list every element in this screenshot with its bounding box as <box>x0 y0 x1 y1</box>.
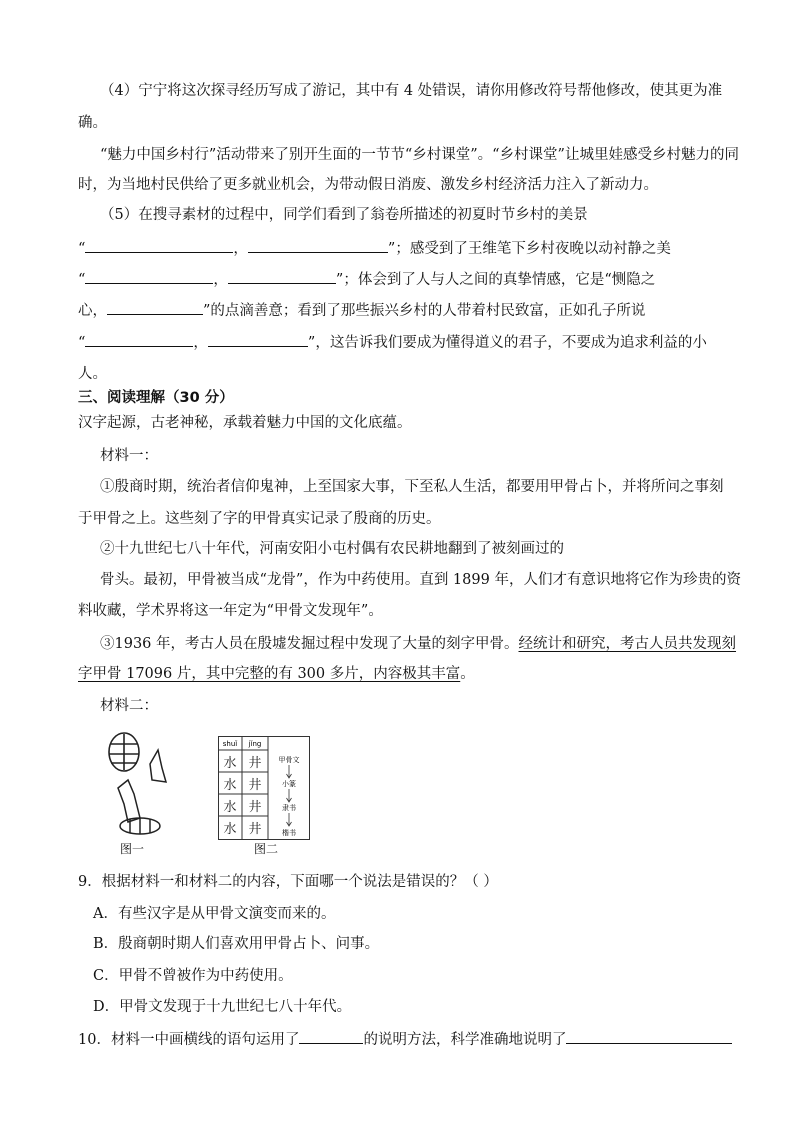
bone-fragment-icon <box>118 780 140 822</box>
q5-line3: “ ， ”；体会到了人与人之间的真挚情感，它是“恻隐之 <box>78 269 655 290</box>
answer-blank[interactable] <box>85 269 213 284</box>
paragraph-1-line1: ①殷商时期，统治者信仰鬼神，上至国家大事，下至私人生活，都要用甲骨占卜，并将所问之事刻 <box>100 479 724 495</box>
answer-blank[interactable] <box>208 332 308 347</box>
q10-line: 10．材料一中画横线的语句运用了 的说明方法，科学准确地说明了 <box>78 1029 732 1050</box>
travel-note-line1: “魅力中国乡村行”活动带来了别开生面的一节节“乡村课堂”。“乡村课堂”让城里娃感受乡村魅力的同 <box>100 147 739 163</box>
answer-blank[interactable] <box>248 238 388 253</box>
char-well-clerical: 井 <box>248 800 262 815</box>
stage-label: 甲骨文 <box>278 756 300 764</box>
material-one-title: 材料一： <box>100 448 158 464</box>
q9-option-a[interactable]: A．有些汉字是从甲骨文演变而来的。 <box>93 906 336 922</box>
q4-line2: 确。 <box>78 115 107 131</box>
paragraph-1-line2: 于甲骨之上。这些刻了字的甲骨真实记录了殷商的历史。 <box>78 511 441 527</box>
char-well-oracle: 井 <box>248 756 262 771</box>
section-heading: 三、阅读理解（30 分） <box>78 390 234 406</box>
oracle-bone-figure <box>100 728 180 840</box>
pinyin-label: shuǐ <box>222 740 238 748</box>
underlined-sentence: 经统计和研究，考古人员共发现刻 <box>518 636 737 652</box>
figure-two-caption: 图二 <box>254 842 279 856</box>
answer-blank[interactable] <box>566 1029 732 1044</box>
material-two-title: 材料二： <box>100 698 158 714</box>
q5-line4: 心， ”的点滴善意；看到了那些振兴乡村的人带着村民致富，正如孔子所说 <box>78 300 645 321</box>
pinyin-label: jǐng <box>248 740 262 748</box>
paragraph-3-line2: 字甲骨 17096 片，其中完整的有 300 多片，内容极其丰富。 <box>78 666 475 682</box>
char-water-oracle: 水 <box>223 756 237 771</box>
paragraph-2-line1: ②十九世纪七八十年代，河南安阳小屯村偶有农民耕地翻到了被刻画过的 <box>100 541 564 557</box>
char-water-clerical: 水 <box>223 800 237 815</box>
answer-blank[interactable] <box>85 332 193 347</box>
char-water-regular: 水 <box>223 822 237 837</box>
char-water-seal: 水 <box>223 778 237 793</box>
paragraph-2-line3: 料收藏，学术界将这一年定为“甲骨文发现年”。 <box>78 603 383 619</box>
answer-blank[interactable] <box>299 1029 363 1044</box>
q5-line5: “ ， ”，这告诉我们要成为懂得道义的君子，不要成为追求利益的小 <box>78 332 707 353</box>
paragraph-2-line2: 骨头。最初，甲骨被当成“龙骨”，作为中药使用。直到 1899 年，人们才有意识地将它作为珍贵的资 <box>100 572 741 588</box>
underlined-sentence: 字甲骨 17096 片，其中完整的有 300 多片，内容极其丰富 <box>78 666 461 682</box>
q9-stem: 9．根据材料一和材料二的内容，下面哪一个说法是错误的？（ ） <box>78 874 498 890</box>
char-well-regular: 井 <box>248 822 262 837</box>
q5-line1: （5）在搜寻素材的过程中，同学们看到了翁卷所描述的初夏时节乡村的美景 <box>100 207 588 223</box>
travel-note-line2: 时，为当地村民供给了更多就业机会，为带动假日消废、激发乡村经济活力注入了新动力。 <box>78 177 658 193</box>
q9-option-d[interactable]: D．甲骨文发现于十九世纪七八十年代。 <box>93 999 352 1015</box>
answer-blank[interactable] <box>107 300 203 315</box>
section-intro: 汉字起源，古老神秘，承载着魅力中国的文化底蕴。 <box>78 415 412 431</box>
stage-label: 楷书 <box>282 829 296 837</box>
stage-label: 小篆 <box>282 780 296 788</box>
turtle-shell-icon <box>109 733 139 771</box>
q9-option-b[interactable]: B．殷商朝时期人们喜欢用甲骨占卜、问事。 <box>93 936 380 952</box>
q5-line2: “ ， ”；感受到了王维笔下乡村夜晚以动衬静之美 <box>78 238 671 259</box>
q5-line6: 人。 <box>78 366 107 382</box>
q9-option-c[interactable]: C．甲骨不曾被作为中药使用。 <box>93 968 293 984</box>
figure-one-caption: 图一 <box>120 842 145 856</box>
q4-line1: （4）宁宁将这次探寻经历写成了游记，其中有 4 处错误，请你用修改符号帮他修改，使其更为准 <box>100 83 723 99</box>
character-evolution-table <box>218 736 310 840</box>
shell-fragment-icon <box>120 818 160 834</box>
stage-label: 隶书 <box>282 804 296 812</box>
char-well-seal: 井 <box>248 778 262 793</box>
paragraph-3-line1: ③1936 年，考古人员在殷墟发掘过程中发现了大量的刻字甲骨。经统计和研究，考古人员共发现刻 <box>100 636 737 652</box>
answer-blank[interactable] <box>228 269 336 284</box>
answer-blank[interactable] <box>85 238 233 253</box>
bone-fragment-icon <box>150 750 166 782</box>
